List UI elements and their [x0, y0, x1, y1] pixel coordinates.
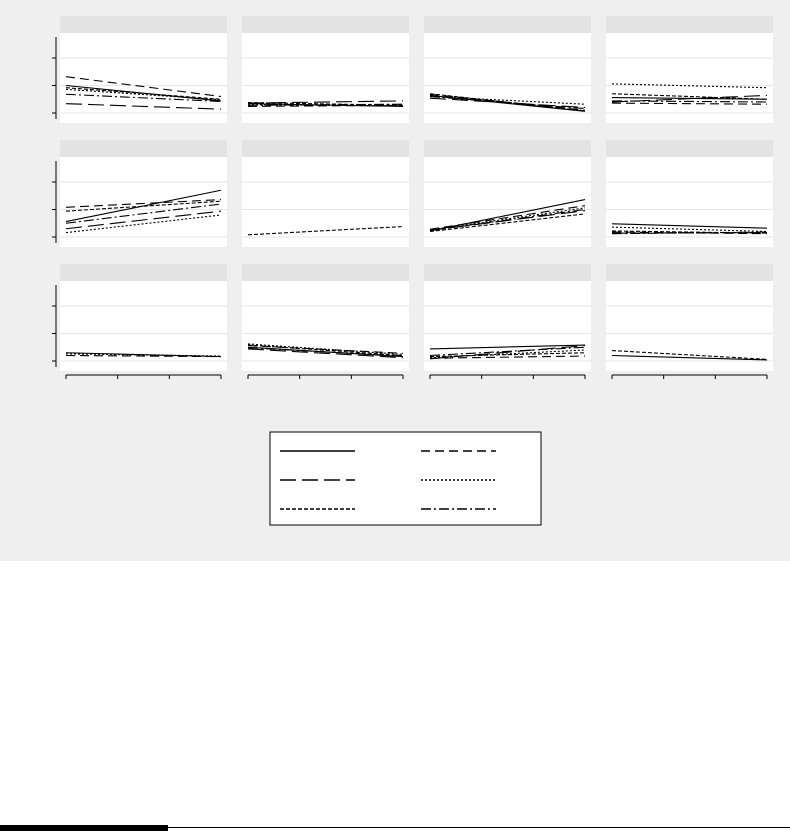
panel-strip — [60, 16, 227, 33]
plot-area — [606, 33, 773, 123]
footer-rule-thick — [0, 825, 168, 831]
plot-area — [242, 33, 409, 123]
panel-strip — [424, 264, 591, 281]
panel-2 — [242, 16, 409, 123]
panel-strip — [606, 16, 773, 33]
panel-10 — [242, 264, 409, 379]
panel-4 — [606, 16, 773, 123]
panel-8 — [606, 140, 773, 247]
panel-strip — [242, 264, 409, 281]
panel-strip — [60, 264, 227, 281]
panel-5 — [52, 140, 227, 247]
plot-area — [60, 281, 227, 371]
panel-strip — [424, 140, 591, 157]
footer-rule-thin — [168, 827, 790, 828]
panel-strip — [242, 140, 409, 157]
plot-area — [60, 157, 227, 247]
panel-strip — [242, 16, 409, 33]
panel-strip — [606, 264, 773, 281]
panel-6 — [242, 140, 409, 247]
panel-strip — [424, 16, 591, 33]
legend-box — [270, 432, 541, 525]
panel-12 — [606, 264, 773, 379]
plot-area — [242, 281, 409, 371]
panel-strip — [60, 140, 227, 157]
panel-11 — [424, 264, 591, 379]
plot-area — [424, 157, 591, 247]
panel-1 — [52, 16, 227, 123]
panel-7 — [424, 140, 591, 247]
legend — [270, 432, 541, 525]
plot-area — [60, 33, 227, 123]
panel-strip — [606, 140, 773, 157]
panel-9 — [52, 264, 227, 379]
panel-3 — [424, 16, 591, 123]
